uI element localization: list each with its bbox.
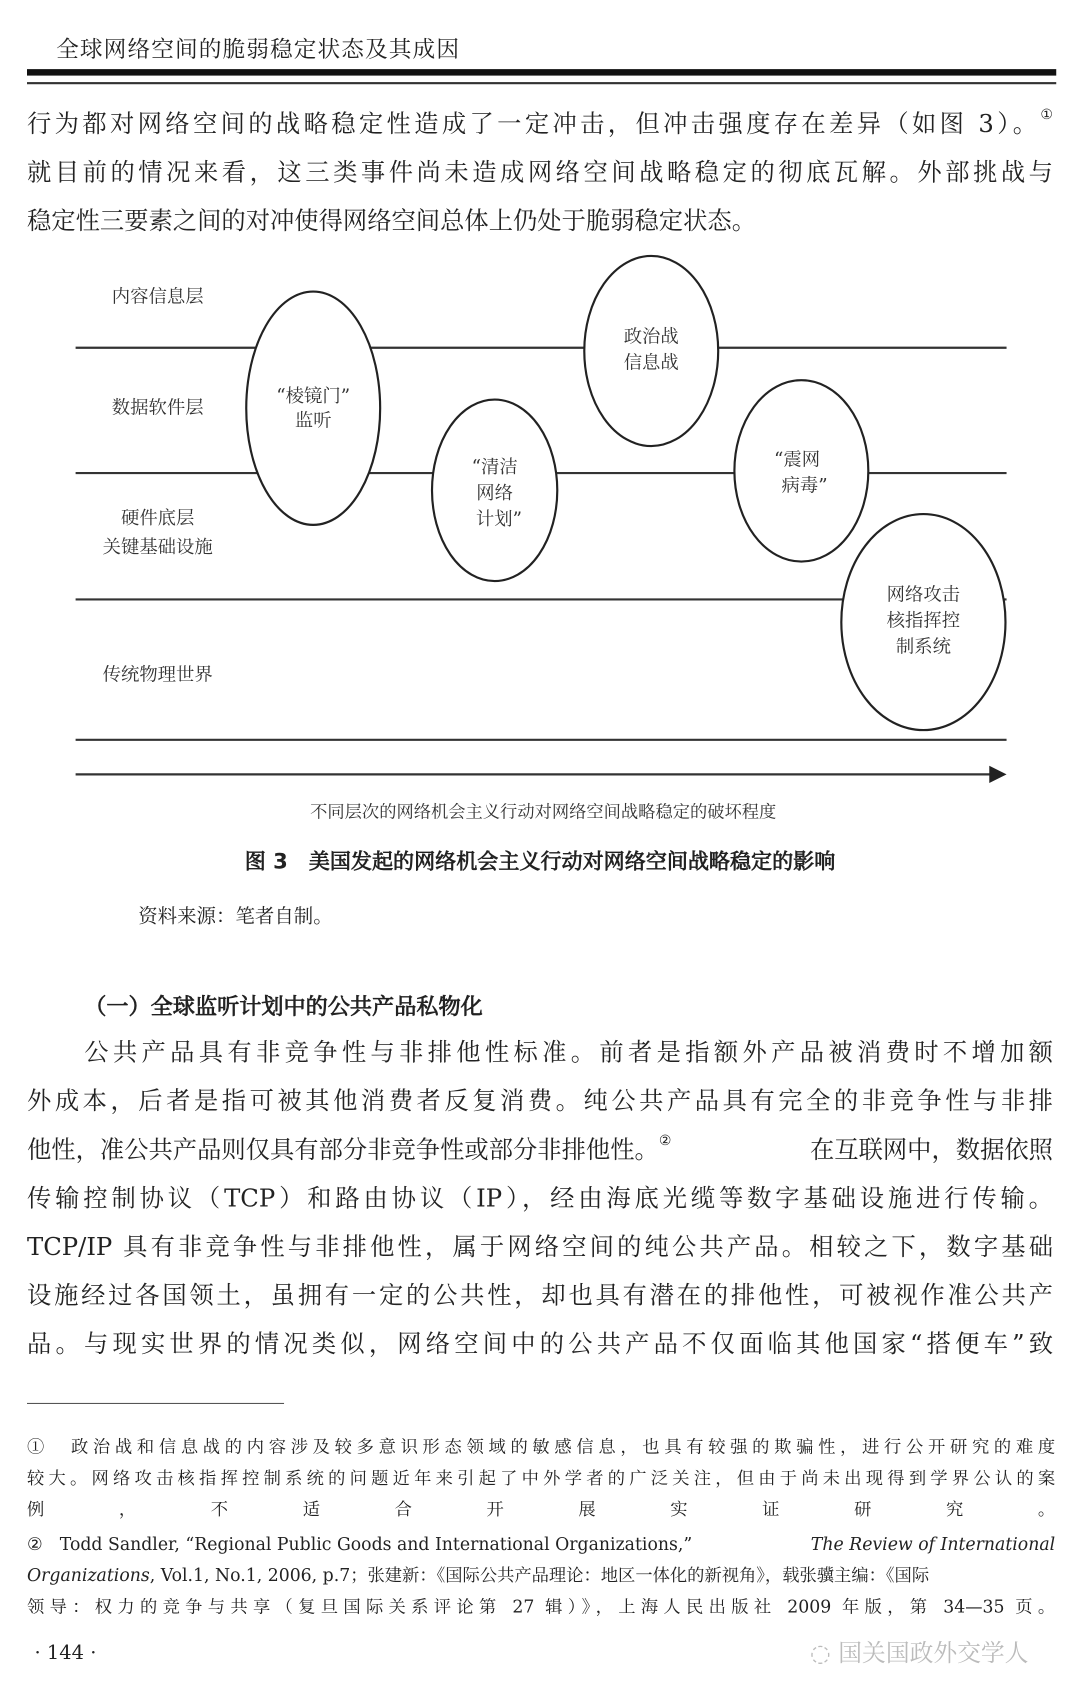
figure-caption: 图 3 美国发起的网络机会主义行动对网络空间战略稳定的影响: [244, 848, 836, 874]
body-line: 他性，准公共产品则仅具有部分非竞争性或部分非排他性。② 在互联网中，数据依照: [27, 1132, 1053, 1165]
event-label: “清洁: [471, 457, 518, 479]
header-rule-thick: [27, 69, 1056, 75]
header-rule-thin: [27, 82, 1056, 84]
body-line: 设施经过各国领土，虽拥有一定的公共性，却也具有潜在的排他性，可被视作准公共产: [27, 1281, 1054, 1311]
arrow-head-icon: [989, 766, 1006, 783]
footnote-line: 较大。网络攻击核指挥控制系统的问题近年来引起了中外学者的广泛关注，但由于尚未出现得到学界公认的案: [27, 1467, 1056, 1489]
event-label: 网络: [476, 482, 514, 504]
body-line: 品。与现实世界的情况类似，网络空间中的公共产品不仅面临其他国家“搭便车”致: [27, 1330, 1054, 1359]
layer-label: 内容信息层: [111, 286, 204, 308]
event-label: “震网: [773, 449, 821, 471]
layer-label: 关键基础设施: [102, 536, 213, 558]
footnote-line: 领导：权力的竞争与共享（复旦国际关系评论第 27 辑）》，上海人民出版社 2009 年版，第 34—35 页。: [27, 1596, 1056, 1617]
event-label: 计划”: [475, 508, 523, 530]
axis-label: 不同层次的网络机会主义行动对网络空间战略稳定的破坏程度: [310, 802, 777, 823]
event-label: 病毒”: [781, 475, 828, 497]
event-label: 制系统: [895, 636, 951, 658]
event-ellipse: [734, 380, 868, 561]
body-line: 传输控制协议（TCP）和路由协议（IP），经由海底光缆等数字基础设施进行传输。: [27, 1184, 1054, 1213]
footnote-rule: [27, 1403, 284, 1404]
layer-label: 数据软件层: [111, 397, 204, 419]
footnote-ref-1[interactable]: ①: [1040, 106, 1053, 124]
figure-3-diagram: [0, 248, 1080, 831]
figure-source: 资料来源：笔者自制。: [138, 905, 333, 928]
footnote-line: ① 政治战和信息战的内容涉及较多意识形态领域的敏感信息，也具有较强的欺骗性，进行公开研究的难度: [27, 1436, 1056, 1457]
layer-label: 硬件底层: [120, 507, 195, 529]
event-ellipse: [246, 292, 380, 525]
footnote-ref-2[interactable]: ②: [658, 1132, 672, 1150]
event-label: 信息战: [623, 352, 679, 374]
footnote-line: Organizations , Vol.1, No.1, 2006, p.7；张建新：《国际公共产品理论：地区一体化的新视角》，载张骥主编：《国际: [27, 1564, 930, 1586]
intro-line: 稳定性三要素之间的对冲使得网络空间总体上仍处于脆弱稳定状态。: [27, 207, 757, 236]
event-label: 监听: [294, 410, 332, 432]
event-label: 政治战: [623, 326, 679, 348]
event-label: 网络攻击: [886, 584, 961, 606]
wechat-icon: ◌: [810, 1640, 839, 1668]
running-title: 全球网络空间的脆弱稳定状态及其成因: [56, 36, 461, 63]
event-ellipse: [584, 256, 718, 446]
layer-label: 传统物理世界: [102, 664, 213, 686]
footnote-line: 例，不适合开展实证研究。: [27, 1499, 1056, 1520]
body-line: 公共产品具有非竞争性与非排他性标准。前者是指额外产品被消费时不增加额: [27, 1038, 1054, 1068]
body-line: TCP/IP 具有非竞争性与非排他性，属于网络空间的纯公共产品。相较之下，数字基础: [27, 1233, 1054, 1262]
event-label: 核指挥控: [886, 610, 961, 632]
intro-line: 就目前的情况来看，这三类事件尚未造成网络空间战略稳定的彻底瓦解。外部挑战与: [27, 158, 1054, 187]
page-number: · 144 ·: [34, 1641, 97, 1665]
body-line: 外成本，后者是指可被其他消费者反复消费。纯公共产品具有完全的非竞争性与非排: [27, 1087, 1054, 1116]
intro-line: 行为都对网络空间的战略稳定性造成了一定冲击，但冲击强度存在差异（如图 3）。①: [27, 106, 1053, 139]
event-label: “棱镜门”: [276, 385, 351, 407]
footnote-line: ② Todd Sandler, “Regional Public Goods and International Organizations,” The Review of International: [27, 1533, 1056, 1555]
section-heading: （一）全球监听计划中的公共产品私物化: [84, 993, 483, 1020]
watermark: ◌ 国关国政外交学人: [810, 1640, 1029, 1668]
